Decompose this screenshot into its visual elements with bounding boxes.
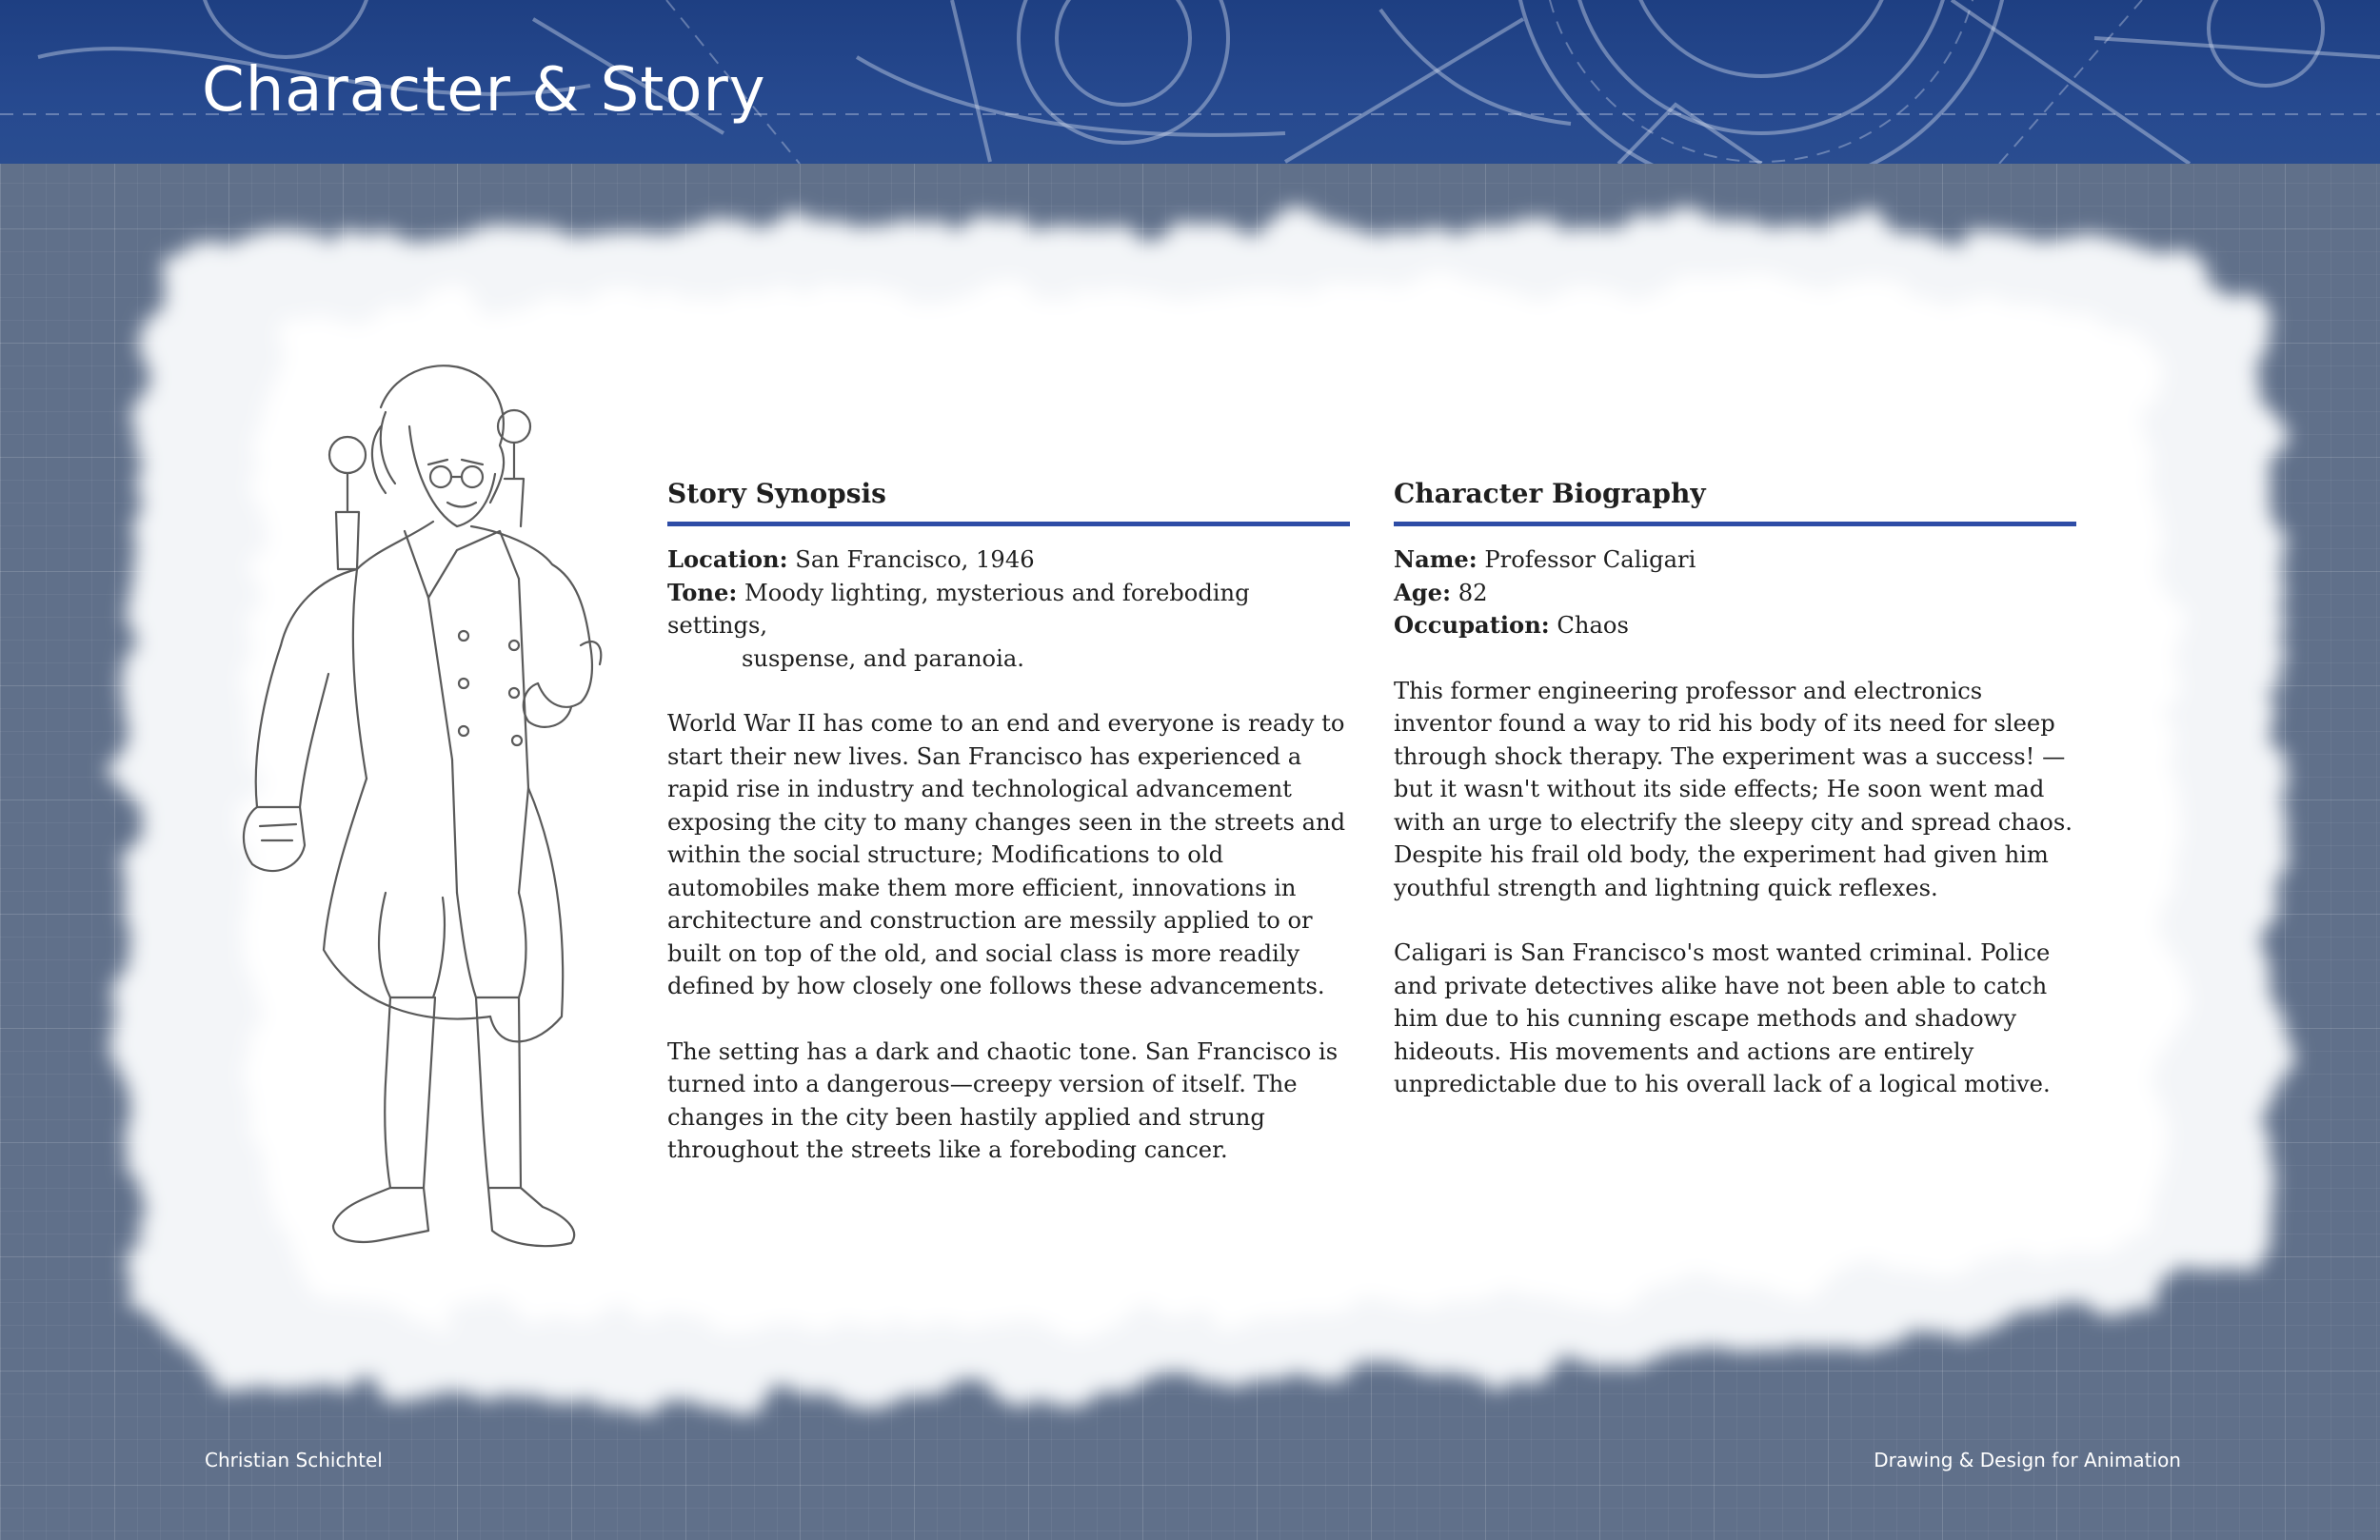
name-row xyxy=(1394,543,2076,577)
footer-course: Drawing & Design for Animation xyxy=(1874,1449,2181,1471)
character-biography-heading: Character Biography xyxy=(1394,476,2076,526)
occupation-label: Occupation: xyxy=(1394,611,1550,639)
tone-value-line1: Moody lighting, mysterious and foreboding settings, xyxy=(667,579,1250,639)
synopsis-paragraph-2: The setting has a dark and chaotic tone. San Francisco is turned into a dangerous—creepy version of itself. The changes in the city been hastily applied and strung throughout the streets like a foreboding cancer. xyxy=(667,1037,1339,1163)
occupation-value: Chaos xyxy=(1557,612,1629,639)
page-title: Character & Story xyxy=(202,55,766,126)
location-row xyxy=(667,543,1350,577)
age-label: Age: xyxy=(1394,578,1451,606)
tone-row xyxy=(667,577,1350,642)
character-sketch-illustration xyxy=(214,360,662,1312)
biography-paragraph-2: Caligari is San Francisco's most wanted criminal. Police and private detectives alike have not been able to catch him due to his cunning escape methods and shadowy hideouts. His movements and actions are entirely unpredictable due to his overall lack of a logical motive. xyxy=(1394,939,2051,1097)
synopsis-meta xyxy=(667,543,1350,675)
synopsis-paragraph-1: World War II has come to an end and everyone is ready to start their new lives. San Francisco has experienced a rapid rise in industry and technological advancement exposing the city to many changes seen in the streets and within the social structure; Modifications to old automobiles make them more efficient, innovations in architecture and construction are messily applied to or built on top of the old, and social class is more readily defined by how closely one follows these advancements. xyxy=(667,710,1346,999)
age-value: 82 xyxy=(1458,579,1488,606)
tone-value-line2: suspense, and paranoia. xyxy=(742,644,1024,672)
location-value: San Francisco, 1946 xyxy=(795,546,1035,573)
name-value: Professor Caligari xyxy=(1484,546,1696,573)
footer-author: Christian Schichtel xyxy=(205,1449,383,1471)
occupation-row xyxy=(1394,609,2076,642)
tone-label: Tone: xyxy=(667,578,738,606)
location-label: Location: xyxy=(667,545,788,573)
biography-paragraph-1: This former engineering professor and electronics inventor found a way to rid his body of its need for sleep through shock therapy. The experiment was a success! —but it wasn't without its side effects; He soon went mad with an urge to electrify the sleepy city and spread chaos. Despite his frail old body, the experiment had given him youthful strength and lightning quick reflexes. xyxy=(1394,677,2073,901)
story-synopsis-section xyxy=(667,476,1350,1167)
story-synopsis-heading: Story Synopsis xyxy=(667,476,1350,526)
age-row xyxy=(1394,577,2076,610)
character-biography-section xyxy=(1394,476,2076,1101)
biography-meta xyxy=(1394,543,2076,642)
name-label: Name: xyxy=(1394,545,1478,573)
